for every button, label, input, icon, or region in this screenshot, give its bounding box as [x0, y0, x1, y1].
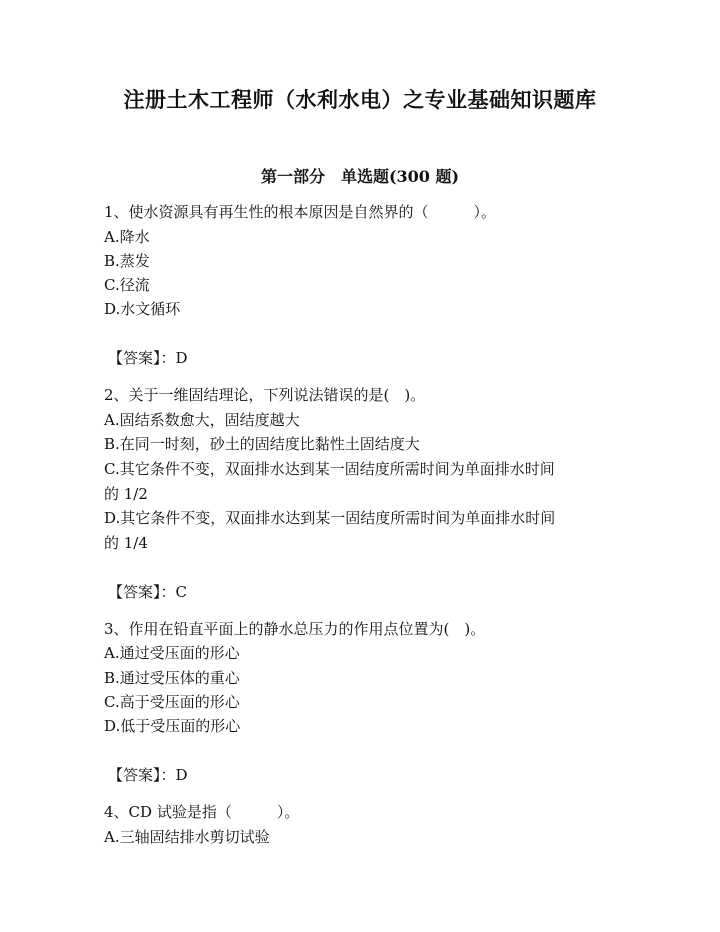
question-stem: 3、作用在铅直平面上的静水总压力的作用点位置为( )。 [104, 620, 486, 638]
option-a: A.三轴固结排水剪切试验 [104, 828, 270, 846]
section-heading: 第一部分 单选题(300 题) [260, 167, 460, 186]
option-d: D.水文循环 [104, 300, 181, 318]
option-b: B.在同一时刻，砂土的固结度比黏性土固结度大 [104, 435, 420, 453]
answer-label: 【答案】：D [108, 766, 188, 784]
question-stem: 4、CD 试验是指（ ）。 [104, 803, 300, 821]
option-c-continued: 的 1/2 [104, 485, 148, 503]
option-a: A.降水 [104, 228, 150, 246]
option-c: C.其它条件不变，双面排水达到某一固结度所需时间为单面排水时间 [104, 460, 555, 478]
option-d: D.低于受压面的形心 [104, 717, 241, 735]
option-c: C.高于受压面的形心 [104, 693, 240, 711]
answer-label: 【答案】：C [108, 583, 187, 601]
option-d: D.其它条件不变，双面排水达到某一固结度所需时间为单面排水时间 [104, 509, 556, 527]
option-d-continued: 的 1/4 [104, 534, 148, 552]
option-a: A.固结系数愈大，固结度越大 [104, 411, 300, 429]
option-b: B.蒸发 [104, 252, 150, 270]
document-title: 注册土木工程师（水利水电）之专业基础知识题库 [123, 87, 597, 112]
question-stem: 2、关于一维固结理论，下列说法错误的是( )。 [104, 386, 426, 404]
question-stem: 1、使水资源具有再生性的根本原因是自然界的（ ）。 [104, 203, 497, 221]
option-b: B.通过受压体的重心 [104, 669, 240, 687]
answer-label: 【答案】：D [108, 349, 188, 367]
option-c: C.径流 [104, 276, 150, 294]
option-a: A.通过受压面的形心 [104, 644, 240, 662]
